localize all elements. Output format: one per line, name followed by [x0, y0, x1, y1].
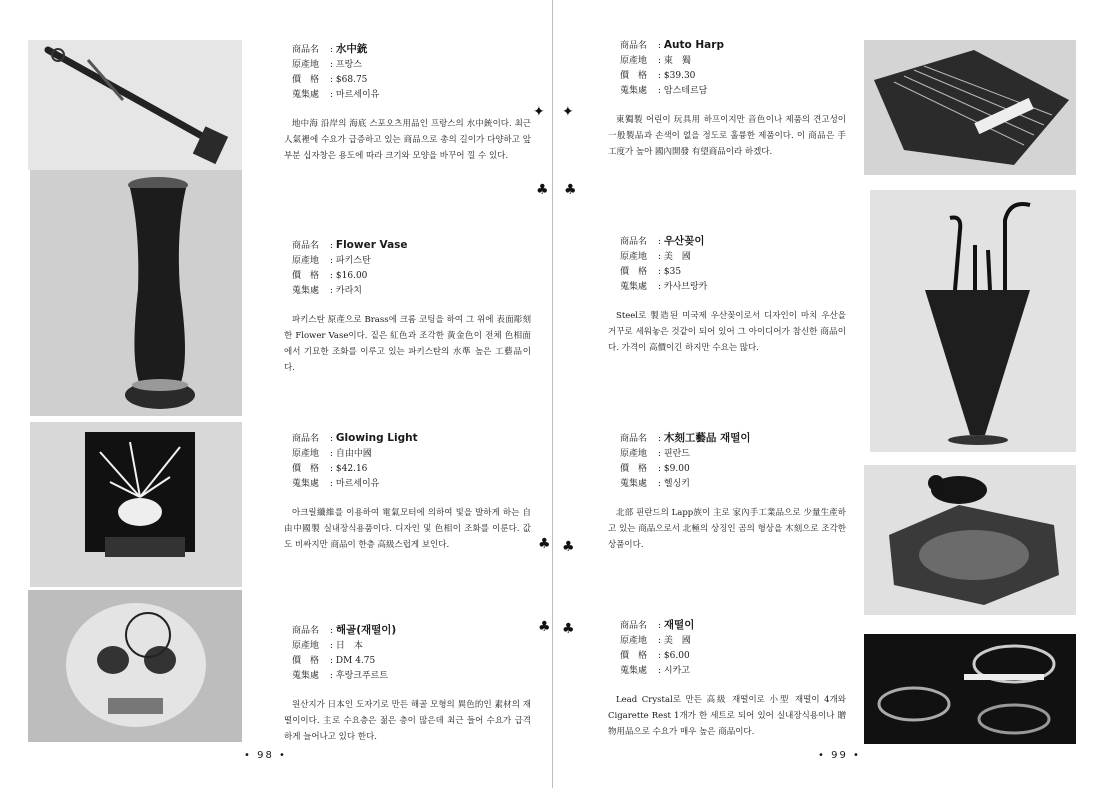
source-label: 蒐集處 [292, 286, 320, 296]
leaf-mark-icon: ♣ [562, 539, 575, 555]
source-value: 카라치 [335, 286, 362, 296]
origin-label: 原產地 [620, 56, 648, 66]
price-value: $35 [663, 267, 682, 277]
flower-vase-photo [30, 170, 242, 416]
leaf-mark-icon: ♣ [538, 536, 551, 552]
source-value: 마르세이유 [335, 479, 380, 489]
source-value: 시카고 [663, 666, 690, 676]
page-number: • 99 • [818, 750, 861, 761]
product-name: 木刻工藝品 재떨이 [663, 432, 751, 444]
name-label: 商品名 [292, 626, 320, 636]
right-page [552, 0, 1107, 788]
source-value: 마르세이유 [335, 90, 380, 100]
leaf-mark-icon: ♣ [536, 182, 549, 198]
source-label: 蒐集處 [620, 282, 648, 292]
price-label: 價 格 [292, 464, 320, 474]
product-description: Lead Crystal로 만든 高級 재떨이로 小型 재떨이 4개와 Cigarette Rest 1개가 한 세트로 되어 있어 실내장식용이나 贈物用品으로 수요가 매우 높은 商品이다. [608, 695, 846, 737]
origin-value: 美 國 [663, 252, 691, 262]
name-label: 商品名 [292, 45, 320, 55]
product-name: Flower Vase [335, 239, 408, 251]
origin-label: 原產地 [292, 449, 320, 459]
origin-label: 原產地 [292, 60, 320, 70]
price-value: $39.30 [663, 71, 696, 81]
product-description: 北部 핀란드의 Lapp族이 主로 家內手工業品으로 少量生產하고 있는 商品으로서 北極의 상징인 곰의 형상을 木刻으로 조각한 상품이다. [608, 508, 846, 550]
product-entry: 商品名 : 木刻工藝品 재떨이 原產地 : 핀란드 價 格 : $9.00 蒐集處 : 헬싱키 北部 핀란드의 Lapp族이 主로 家內手工業品으로 少量生產하고 있는 商品으로서 北極의 상징인 곰의 형상을 木刻으로 조각한 상품이다. [620, 431, 865, 553]
name-label: 商品名 [620, 41, 648, 51]
name-label: 商品名 [292, 434, 320, 444]
umbrella-stand-photo [870, 190, 1076, 452]
source-label: 蒐集處 [620, 479, 648, 489]
auto-harp-photo [864, 40, 1076, 175]
product-entry: 商品名 : Glowing Light 原產地 : 自由中國 價 格 : $42.16 蒐集處 : 마르세이유 아크릴纖維를 이용하여 電氣모터에 의하여 빛을 발하게 하는 自由中國製 실내장식용품이다. 디자인 및 色相이 조화를 이룬다. 값도 비싸지만 商品이 한층 高級스럽게 보인다. [292, 431, 537, 553]
product-description: 파키스탄 原產으로 Brass에 크롬 코팅을 하여 그 위에 表面彫刻한 Flower Vase이다. 짙은 紅色과 조각한 黃金色이 전체 色相面에서 기묘한 조화를 이루고 있는 파키스탄의 水準 높은 工藝品이다. [284, 315, 531, 373]
origin-label: 原產地 [620, 449, 648, 459]
price-value: $42.16 [335, 464, 368, 474]
price-label: 價 格 [292, 656, 320, 666]
name-label: 商品名 [292, 241, 320, 251]
leaf-mark-icon: ♣ [564, 182, 577, 198]
origin-value: 自由中國 [335, 449, 372, 459]
product-description: 地中海 沿岸의 海底 스포오츠用品인 프랑스의 水中銃이다. 최근 人氣裡에 수요가 급증하고 있는 商品으로 총의 길이가 다양하고 앞부분 십자창은 용도에 따라 크기와 모양을 바꾸어 낄 수 있다. [284, 119, 531, 161]
origin-value: 핀란드 [663, 449, 690, 459]
price-label: 價 格 [620, 464, 648, 474]
source-value: 헬싱키 [663, 479, 690, 489]
product-entry: 商品名 : 재떨이 原產地 : 美 國 價 格 : $6.00 蒐集處 : 시카고 Lead Crystal로 만든 高級 재떨이로 小型 재떨이 4개와 Cigarette Rest 1개가 한 세트로 되어 있어 실내장식용이나 贈物用品으로 수요가 매우 높은 商品이다. [620, 618, 865, 740]
left-page [0, 0, 552, 788]
origin-label: 原產地 [620, 636, 648, 646]
origin-value: 東 獨 [663, 56, 691, 66]
price-label: 價 格 [292, 75, 320, 85]
name-label: 商品名 [620, 237, 648, 247]
product-entry: 商品名 : 해골(재떨이) 原產地 : 日 本 價 格 : DM 4.75 蒐集處 : 후랑크푸르트 원산지가 日本인 도자기로 만든 해골 모형의 異色的인 素材의 재떨이이다. 主로 수요층은 젊은 층이 많은데 최근 들어 수요가 급격하게 늘어나고 있다 한다. [292, 623, 537, 745]
product-entry: 商品名 : Auto Harp 原產地 : 東 獨 價 格 : $39.30 蒐集處 : 암스테르담 東獨製 어린이 玩具用 하프이지만 音色이나 제품의 견고성이 一般製品과 손색이 없을 정도로 훌륭한 제품이다. 이 商品은 手工度가 높아 國內開發 有望商品이라 하겠다. [620, 38, 865, 160]
crystal-ashtray-photo [864, 634, 1076, 744]
name-label: 商品名 [620, 434, 648, 444]
source-value: 카사브랑카 [663, 282, 708, 292]
product-description: 원산지가 日本인 도자기로 만든 해골 모형의 異色的인 素材의 재떨이이다. 主로 수요층은 젊은 층이 많은데 최근 들어 수요가 급격하게 늘어나고 있다 한다. [284, 700, 531, 742]
spear-gun-photo [28, 40, 242, 170]
product-name: 우산꽂이 [663, 235, 705, 247]
bird-mark-icon: ✦ [562, 104, 574, 120]
price-label: 價 格 [620, 71, 648, 81]
source-label: 蒐集處 [292, 90, 320, 100]
origin-label: 原產地 [292, 256, 320, 266]
leaf-mark-icon: ♣ [538, 619, 551, 635]
product-entry: 商品名 : 水中銃 原產地 : 프랑스 價 格 : $68.75 蒐集處 : 마르세이유 地中海 沿岸의 海底 스포오츠用品인 프랑스의 水中銃이다. 최근 人氣裡에 수요가 급증하고 있는 商品으로 총의 길이가 다양하고 앞부분 십자창은 용도에 따라 크기와 모양을 바꾸어 낄 수 있다. [292, 42, 537, 164]
bird-mark-icon: ✦ [533, 104, 545, 120]
product-name: Glowing Light [335, 432, 418, 444]
source-label: 蒐集處 [620, 86, 648, 96]
price-value: $6.00 [663, 651, 690, 661]
page-number: • 98 • [244, 750, 287, 761]
source-label: 蒐集處 [292, 671, 320, 681]
price-label: 價 格 [620, 267, 648, 277]
source-value: 후랑크푸르트 [335, 671, 389, 681]
price-value: $16.00 [335, 271, 368, 281]
product-name: 水中銃 [335, 43, 368, 55]
price-value: $68.75 [335, 75, 368, 85]
source-label: 蒐集處 [292, 479, 320, 489]
product-description: 아크릴纖維를 이용하여 電氣모터에 의하여 빛을 발하게 하는 自由中國製 실내장식용품이다. 디자인 및 色相이 조화를 이룬다. 값도 비싸지만 商品이 한층 高級스럽게 보인다. [284, 508, 531, 550]
origin-label: 原產地 [620, 252, 648, 262]
name-label: 商品名 [620, 621, 648, 631]
product-entry: 商品名 : 우산꽂이 原產地 : 美 國 價 格 : $35 蒐集處 : 카사브랑카 Steel로 製造된 미국제 우산꽂이로서 디자인이 마치 우산을 거꾸로 세워놓은 것같이 되어 있어 그 아이디어가 참신한 商品이다. 가격이 高價이긴 하지만 수요는 많다. [620, 234, 865, 356]
product-name: 재떨이 [663, 619, 695, 631]
product-name: 해골(재떨이) [335, 624, 397, 636]
origin-value: 日 本 [335, 641, 363, 651]
product-description: 東獨製 어린이 玩具用 하프이지만 音色이나 제품의 견고성이 一般製品과 손색이 없을 정도로 훌륭한 제품이다. 이 商品은 手工度가 높아 國內開發 有望商品이라 하겠다. [608, 115, 846, 157]
source-value: 암스테르담 [663, 86, 708, 96]
skull-ashtray-photo [28, 590, 242, 742]
origin-value: 美 國 [663, 636, 691, 646]
bear-ashtray-photo [864, 465, 1076, 615]
price-label: 價 格 [620, 651, 648, 661]
origin-label: 原產地 [292, 641, 320, 651]
origin-value: 프랑스 [335, 60, 362, 70]
source-label: 蒐集處 [620, 666, 648, 676]
price-label: 價 格 [292, 271, 320, 281]
product-entry: 商品名 : Flower Vase 原產地 : 파키스탄 價 格 : $16.00 蒐集處 : 카라치 파키스탄 原產으로 Brass에 크롬 코팅을 하여 그 위에 表面彫刻한 Flower Vase이다. 짙은 紅色과 조각한 黃金色이 전체 色相面에서 기묘한 조화를 이루고 있는 파키스탄의 水準 높은 工藝品이다. [292, 238, 537, 376]
price-value: $9.00 [663, 464, 690, 474]
product-name: Auto Harp [663, 39, 724, 51]
glowing-light-photo [30, 422, 242, 587]
origin-value: 파키스탄 [335, 256, 371, 266]
leaf-mark-icon: ♣ [562, 621, 575, 637]
price-value: DM 4.75 [335, 656, 376, 666]
product-description: Steel로 製造된 미국제 우산꽂이로서 디자인이 마치 우산을 거꾸로 세워놓은 것같이 되어 있어 그 아이디어가 참신한 商品이다. 가격이 高價이긴 하지만 수요는 많다. [608, 311, 846, 353]
